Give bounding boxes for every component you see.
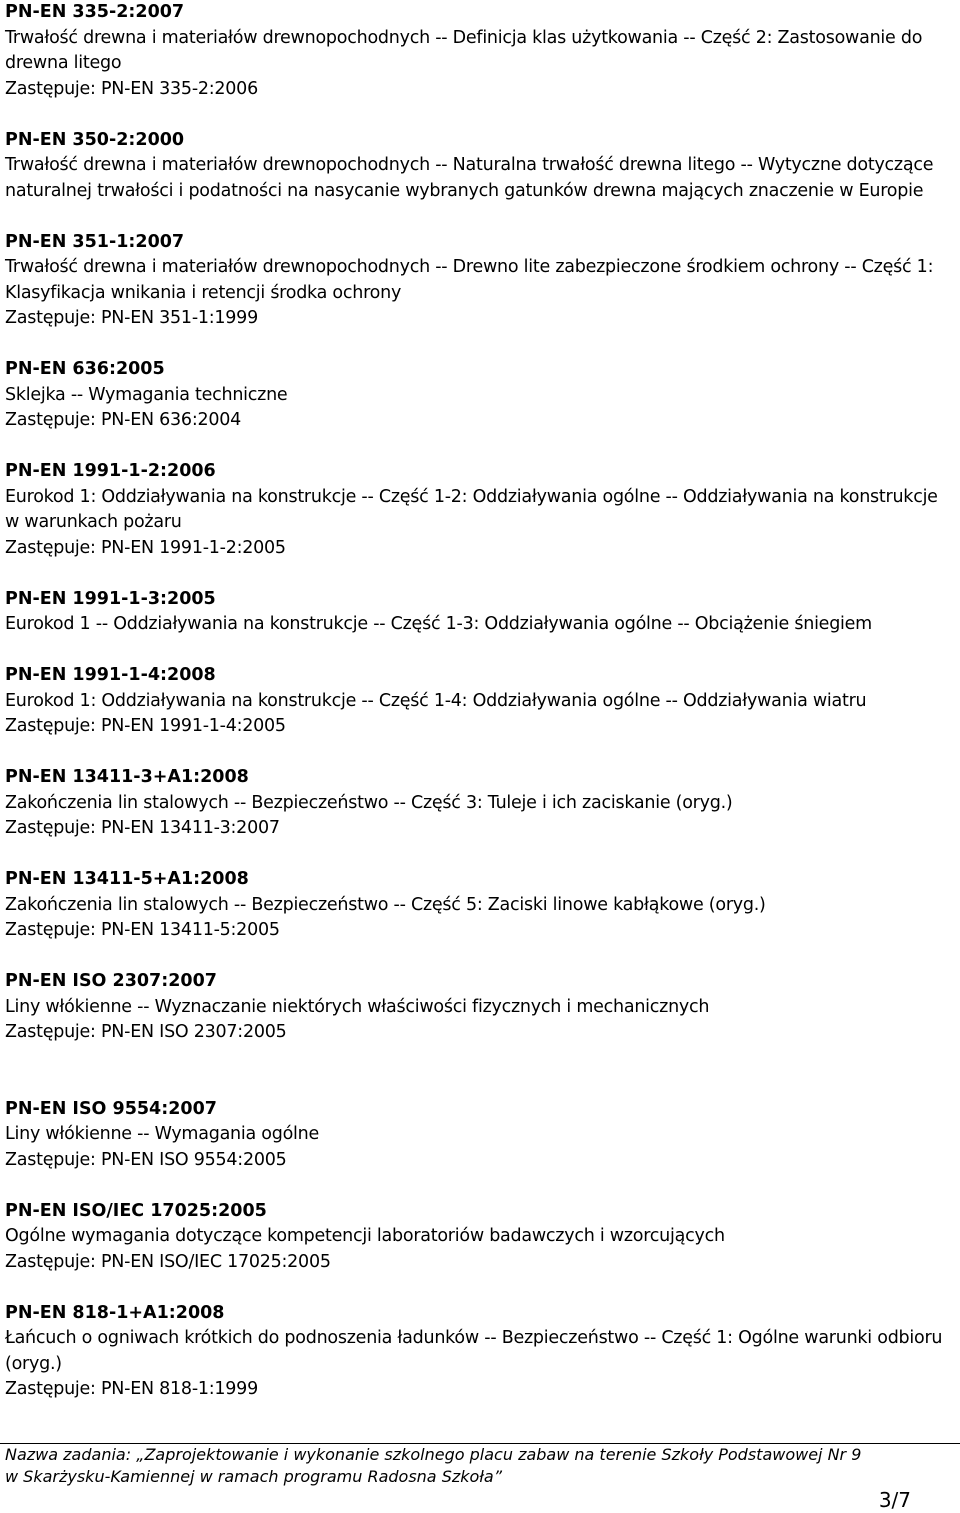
standard-replaces: Zastępuje: PN-EN 1991-1-2:2005 xyxy=(5,537,286,558)
standard-code: PN-EN ISO 2307:2007 xyxy=(5,971,217,991)
spacer xyxy=(5,740,955,766)
standard-entry xyxy=(5,1097,955,1174)
standard-title: Sklejka -- Wymagania techniczne xyxy=(5,384,288,405)
footer-task-name: Nazwa zadania: „Zaprojektowanie i wykonanie szkolnego placu zabaw na terenie Szkoły Podstawowej Nr 9 xyxy=(5,1445,862,1464)
standard-code: PN-EN 1991-1-4:2008 xyxy=(5,665,216,685)
spacer xyxy=(5,1275,955,1301)
standard-code: PN-EN 335-2:2007 xyxy=(5,2,185,22)
standard-entry xyxy=(5,867,955,944)
spacer xyxy=(5,102,955,128)
standard-entry xyxy=(5,765,955,842)
standard-title: Eurokod 1 -- Oddziaływania na konstrukcje -- Część 1-3: Oddziaływania ogólne -- Obciążenie śniegiem xyxy=(5,614,872,634)
standard-replaces: Zastępuje: PN-EN ISO 9554:2005 xyxy=(5,1149,287,1170)
page-number: 3/7 xyxy=(878,1488,911,1512)
spacer xyxy=(5,434,955,460)
standard-title: Liny włókienne -- Wyznaczanie niektórych właściwości fizycznych i mechanicznych xyxy=(5,996,710,1017)
standard-code: PN-EN 351-1:2007 xyxy=(5,231,185,252)
spacer xyxy=(5,1173,955,1199)
standard-title: Liny włókienne -- Wymagania ogólne xyxy=(5,1124,320,1144)
standard-code: PN-EN ISO/IEC 17025:2005 xyxy=(5,1200,267,1221)
standard-entry xyxy=(5,663,955,740)
standard-replaces: Zastępuje: PN-EN 1991-1-4:2005 xyxy=(5,716,286,736)
standard-entry xyxy=(5,969,955,1046)
standard-code: PN-EN 636:2005 xyxy=(5,359,165,379)
standard-replaces: Zastępuje: PN-EN ISO/IEC 17025:2005 xyxy=(5,1251,331,1272)
standard-code: PN-EN ISO 9554:2007 xyxy=(5,1098,217,1119)
standard-code: PN-EN 13411-5+A1:2008 xyxy=(5,869,249,889)
standard-title: Zakończenia lin stalowych -- Bezpieczeństwo -- Część 3: Tuleje i ich zaciskanie (oryg.) xyxy=(5,792,733,813)
standard-replaces: Zastępuje: PN-EN 818-1:1999 xyxy=(5,1379,258,1399)
standard-title: Zakończenia lin stalowych -- Bezpieczeństwo -- Część 5: Zaciski linowe kabłąkowe (oryg.) xyxy=(5,894,766,915)
standard-replaces: Zastępuje: PN-EN ISO 2307:2005 xyxy=(5,1022,287,1042)
standards-list xyxy=(5,0,955,1403)
standard-replaces: Zastępuje: PN-EN 351-1:1999 xyxy=(5,308,258,328)
standard-title: Trwałość drewna i materiałów drewnopochodnych -- Definicja klas użytkowania -- Część 2: Zastosowanie do drewna litego xyxy=(5,27,923,73)
spacer xyxy=(5,332,955,358)
standard-entry xyxy=(5,230,955,332)
standard-entry xyxy=(5,128,955,205)
standard-entry xyxy=(5,1199,955,1276)
standard-entry xyxy=(5,459,955,561)
standard-title: Trwałość drewna i materiałów drewnopochodnych -- Drewno lite zabezpieczone środkiem ochrony -- Część 1: Klasyfikacja wnikania i retencji środka ochrony xyxy=(5,257,934,303)
spacer xyxy=(5,944,955,970)
standard-replaces: Zastępuje: PN-EN 13411-3:2007 xyxy=(5,818,280,838)
standard-title: Eurokod 1: Oddziaływania na konstrukcje -- Część 1-2: Oddziaływania ogólne -- Oddziaływania na konstrukcje w warunkach pożaru xyxy=(5,486,938,532)
spacer xyxy=(5,842,955,868)
standard-title: Ogólne wymagania dotyczące kompetencji laboratoriów badawczych i wzorcujących xyxy=(5,1226,725,1246)
standard-entry xyxy=(5,1301,955,1403)
standard-replaces: Zastępuje: PN-EN 636:2004 xyxy=(5,410,241,430)
standard-code: PN-EN 13411-3+A1:2008 xyxy=(5,767,249,787)
standard-code: PN-EN 818-1+A1:2008 xyxy=(5,1302,225,1323)
standard-code: PN-EN 1991-1-3:2005 xyxy=(5,588,216,609)
spacer xyxy=(5,561,955,587)
standard-entry xyxy=(5,0,955,102)
standard-entry xyxy=(5,357,955,434)
standard-title: Trwałość drewna i materiałów drewnopochodnych -- Naturalna trwałość drewna litego -- Wytyczne dotyczące naturalnej trwałości i podatności na nasycanie wybranych gatunków drewna mających znaczenie w Europie xyxy=(5,155,934,201)
spacer xyxy=(5,204,955,230)
footer xyxy=(5,1444,955,1488)
footer-task-name-continued: w Skarżysku-Kamiennej w ramach programu Radosna Szkoła” xyxy=(5,1467,502,1486)
spacer xyxy=(5,638,955,664)
standard-entry xyxy=(5,587,955,638)
spacer xyxy=(5,1046,955,1097)
standard-replaces: Zastępuje: PN-EN 335-2:2006 xyxy=(5,78,258,99)
standard-replaces: Zastępuje: PN-EN 13411-5:2005 xyxy=(5,920,280,940)
standard-title: Łańcuch o ogniwach krótkich do podnoszenia ładunków -- Bezpieczeństwo -- Część 1: Ogólne warunki odbioru (oryg.) xyxy=(5,1328,943,1374)
standard-code: PN-EN 1991-1-2:2006 xyxy=(5,461,216,481)
standard-title: Eurokod 1: Oddziaływania na konstrukcje -- Część 1-4: Oddziaływania ogólne -- Oddziaływania wiatru xyxy=(5,690,867,711)
standard-code: PN-EN 350-2:2000 xyxy=(5,129,185,150)
